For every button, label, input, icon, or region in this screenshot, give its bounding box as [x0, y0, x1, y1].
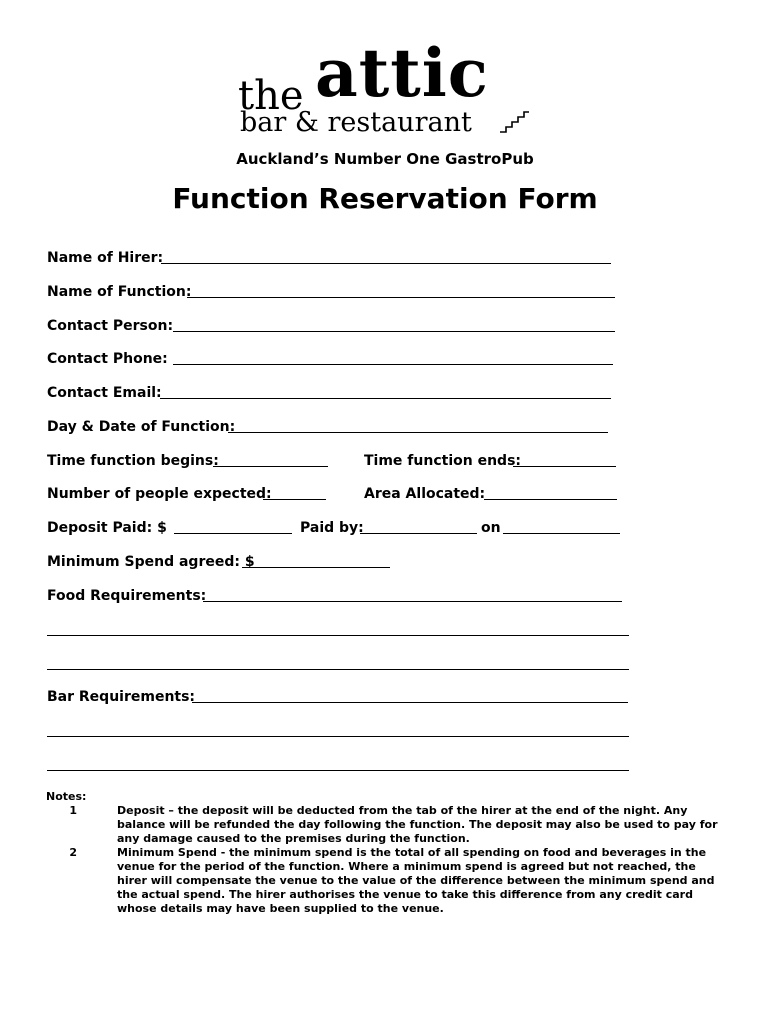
venue-logo [238, 34, 538, 142]
contact-person-label: Contact Person: [47, 318, 174, 334]
tagline: Auckland’s Number One GastroPub [236, 150, 534, 168]
bar-requirements-label: Bar Requirements: [47, 689, 196, 705]
day-date-field[interactable] [228, 432, 608, 433]
time-begins-field[interactable] [213, 466, 328, 467]
minimum-spend-label: Minimum Spend agreed: $ [47, 554, 255, 570]
people-expected-field[interactable] [263, 499, 326, 500]
bar-requirements-field[interactable] [192, 702, 628, 703]
logo-attic-text: attic [315, 34, 489, 112]
notes-heading: Notes: [46, 790, 87, 803]
paid-by-label: Paid by: [300, 520, 364, 536]
contact-phone-label: Contact Phone: [47, 351, 168, 367]
name-of-function-field[interactable] [187, 297, 615, 298]
paid-by-field[interactable] [360, 533, 477, 534]
paid-on-field[interactable] [503, 533, 620, 534]
food-requirements-field[interactable] [203, 601, 622, 602]
food-requirements-line-2[interactable] [47, 635, 629, 636]
area-allocated-field[interactable] [484, 499, 617, 500]
logo-the-text: the [238, 73, 304, 119]
day-date-label: Day & Date of Function: [47, 419, 236, 435]
contact-person-field[interactable] [173, 331, 615, 332]
name-of-hirer-label: Name of Hirer: [47, 250, 164, 266]
time-ends-label: Time function ends: [364, 453, 521, 469]
bar-requirements-line-2[interactable] [47, 736, 629, 737]
bar-requirements-line-3[interactable] [47, 770, 629, 771]
contact-email-label: Contact Email: [47, 385, 162, 401]
minimum-spend-field[interactable] [242, 567, 390, 568]
note-deposit: Deposit – the deposit will be deducted from the tab of the hirer at the end of the night. Any balance will be refunded the day following the function. The deposit may also be used to pay for any damage caused to the premises during the function. [117, 804, 718, 845]
stairs-icon [500, 108, 530, 134]
time-ends-field[interactable] [513, 466, 616, 467]
deposit-paid-label: Deposit Paid: $ [47, 520, 167, 536]
area-allocated-label: Area Allocated: [364, 486, 486, 502]
deposit-paid-field[interactable] [174, 533, 292, 534]
note-minimum-spend: Minimum Spend - the minimum spend is the total of all spending on food and beverages in the venue for the period of the function. Where a minimum spend is agreed but not reached, the hirer will compensate the venue to the value of the difference between the minimum spend and the actual spend. The hirer authorises the venue to take this difference from any credit card whose details may have been supplied to the venue. [117, 846, 715, 915]
contact-email-field[interactable] [160, 398, 611, 399]
page-title: Function Reservation Form [172, 182, 598, 215]
contact-phone-field[interactable] [173, 364, 613, 365]
people-expected-label: Number of people expected: [47, 486, 272, 502]
note-number: 1 [69, 804, 77, 817]
name-of-hirer-field[interactable] [161, 263, 611, 264]
note-number: 2 [69, 846, 77, 859]
logo-bar-restaurant-text: bar & restaurant [240, 107, 472, 138]
food-requirements-label: Food Requirements: [47, 588, 207, 604]
name-of-function-label: Name of Function: [47, 284, 192, 300]
time-begins-label: Time function begins: [47, 453, 219, 469]
food-requirements-line-3[interactable] [47, 669, 629, 670]
on-label: on [481, 520, 501, 536]
